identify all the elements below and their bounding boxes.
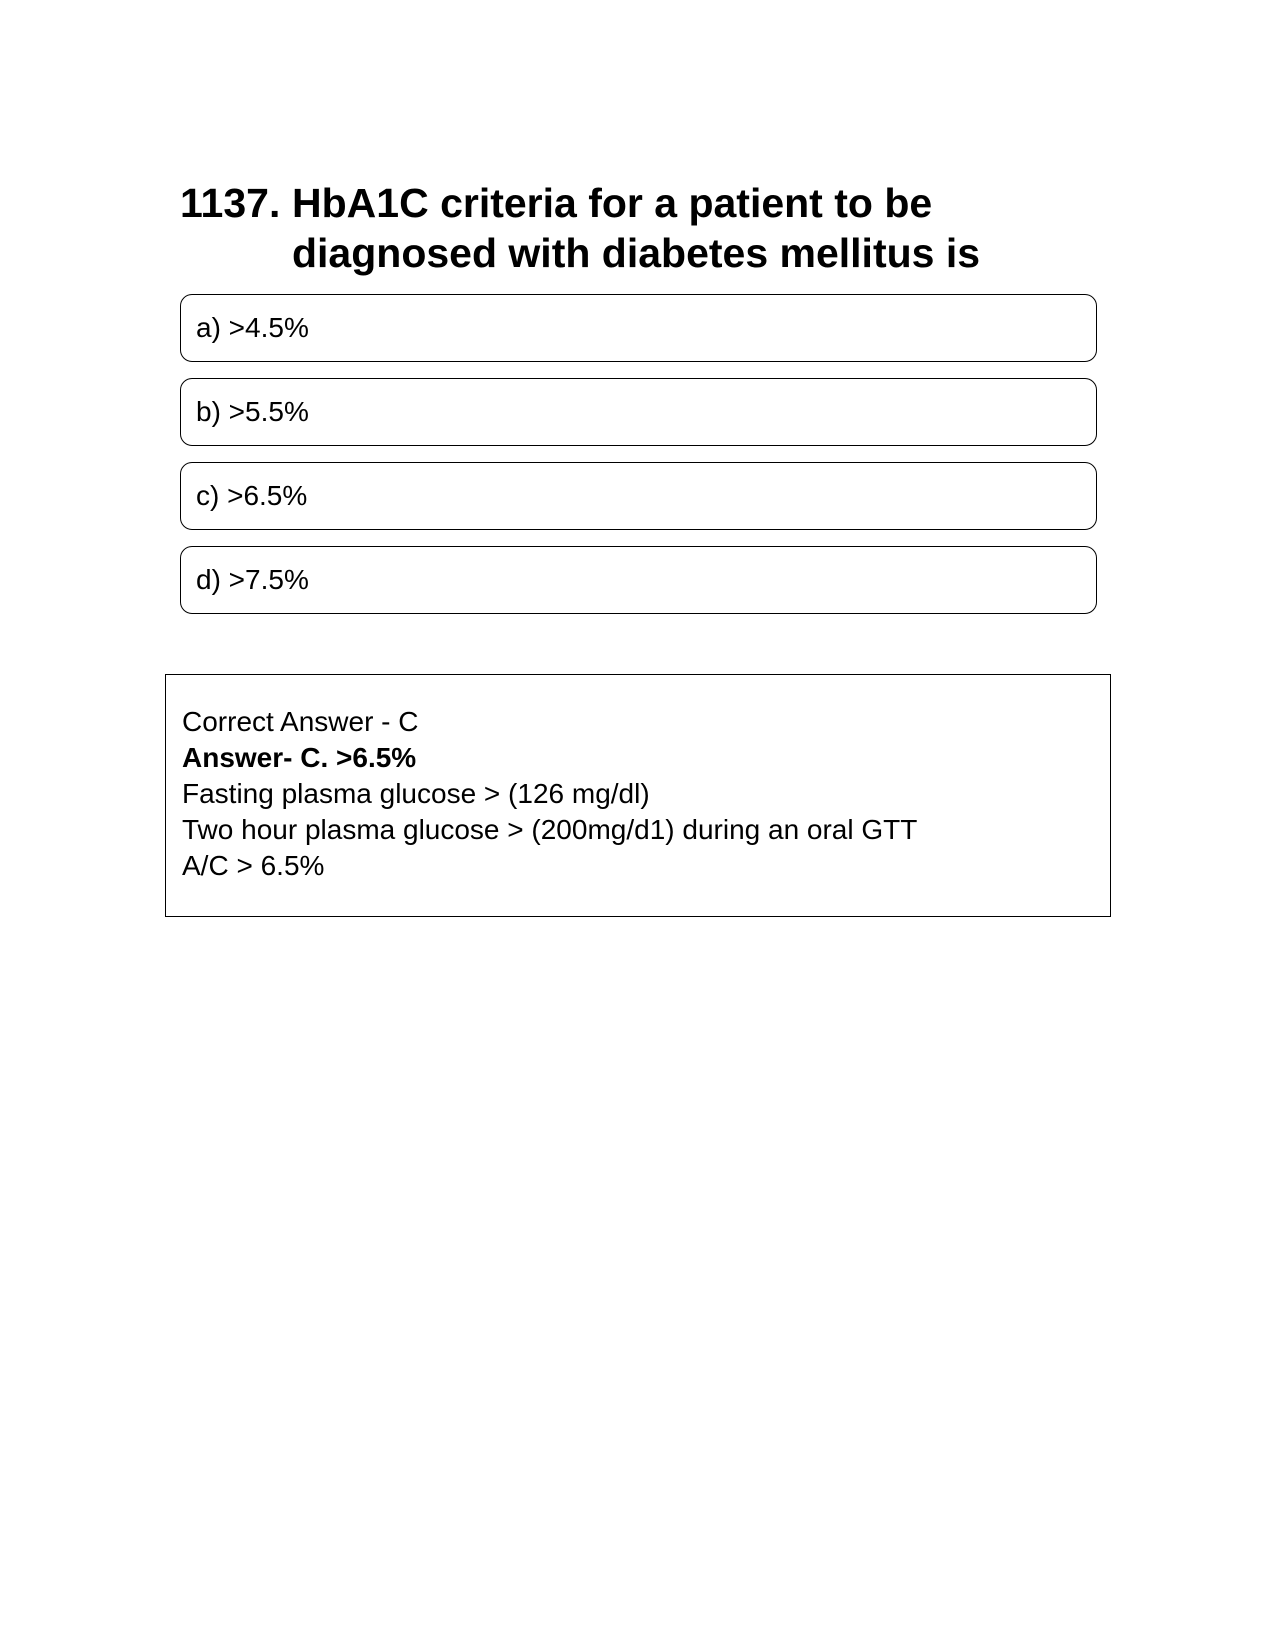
answer-box	[165, 674, 1111, 917]
option-c[interactable]: c) >6.5%	[180, 462, 1097, 530]
question-heading	[180, 178, 1060, 278]
explanation-line-3: A/C > 6.5%	[182, 850, 325, 881]
option-b[interactable]: b) >5.5%	[180, 378, 1097, 446]
correct-answer-line: Correct Answer - C	[182, 706, 419, 737]
answer-line: Answer- C. >6.5%	[182, 742, 417, 773]
question-text: HbA1C criteria for a patient to be diagnosed with diabetes mellitus is	[292, 180, 981, 276]
explanation-line-2: Two hour plasma glucose > (200mg/d1) during an oral GTT	[182, 814, 918, 845]
options-list	[180, 294, 1097, 630]
explanation-line-1: Fasting plasma glucose > (126 mg/dl)	[182, 778, 650, 809]
option-d[interactable]: d) >7.5%	[180, 546, 1097, 614]
question-number: 1137.	[180, 180, 281, 226]
option-a[interactable]: a) >4.5%	[180, 294, 1097, 362]
